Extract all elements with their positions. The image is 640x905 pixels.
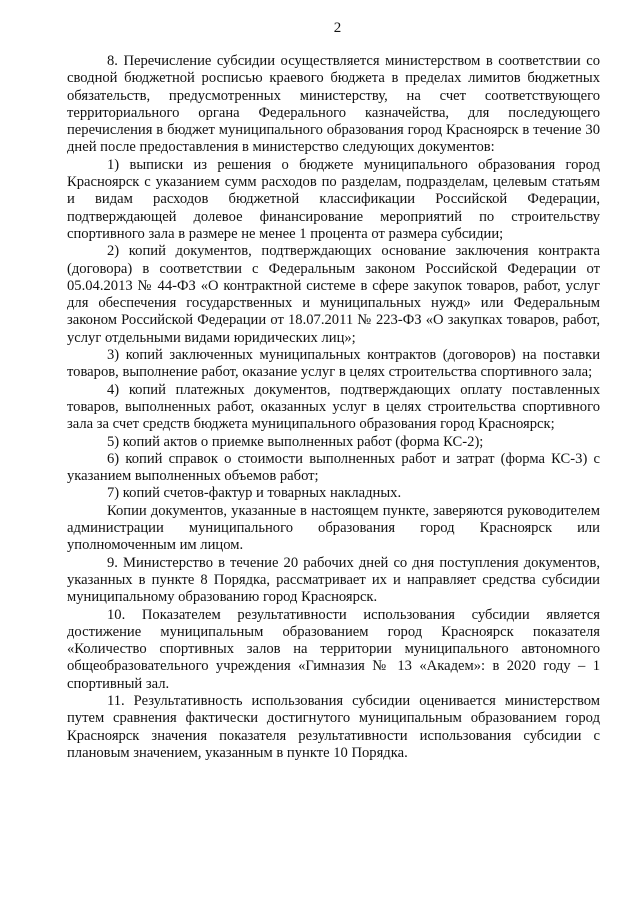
list-item-7: 7) копий счетов-фактур и товарных накладных. [107, 485, 402, 502]
list-item-6: 6) копий справок о стоимости выполненных работ и затрат (форма КС-3) с указанием выполненных объемов работ; [67, 450, 600, 485]
list-item-4: 4) копий платежных документов, подтверждающих оплату поставленных товаров, выполненных работ, оказанных услуг в целях строительства спортивного зала за счет средств бюджета муниципального образования город Красноярск; [67, 381, 600, 433]
page-number: 2 [333, 20, 342, 36]
paragraph-8-intro: 8. Перечисление субсидии осуществляется министерством в соответствии со сводной бюджетной росписью краевого бюджета в пределах лимитов бюджетных обязательств, предусмотренных министерству, на счет соответствующего территориального органа Федерального казначейства, для последующего перечисления в бюджет муниципального образования город Красноярск в течение 30 дней после предоставления в министерство следующих документов: [67, 53, 600, 156]
list-item-5: 5) копий актов о приемке выполненных работ (форма КС-2); [107, 433, 484, 450]
list-item-1: 1) выписки из решения о бюджете муниципального образования город Красноярск с указанием сумм расходов по разделам, подразделам, целевым статьям и видам расходов бюджетной классификации Российской Федерации, подтверждающей долевое финансирование мероприятий по строительству спортивного зала в размере не менее 1 процента от размера субсидии; [67, 156, 600, 242]
paragraph-10: 10. Показателем результативности использования субсидии является достижение муниципальным образованием город Красноярск показателя «Количество спортивных залов на территории муниципального автономного общеобразовательного учреждения «Гимназия № 13 «Академ»: в 2020 году – 1 спортивный зал. [67, 606, 600, 692]
paragraph-9: 9. Министерство в течение 20 рабочих дней со дня поступления документов, указанных в пункте 8 Порядка, рассматривает их и направляет средства субсидии муниципальному образованию город Красноярск. [67, 554, 600, 606]
list-item-2: 2) копий документов, подтверждающих основание заключения контракта (договора) в соответствии с Федеральным законом Российской Федерации от 05.04.2013 № 44-ФЗ «О контрактной системе в сфере закупок товаров, работ, услуг для обеспечения государственных и муниципальных нужд» или Федеральным законом Российской Федерации от 18.07.2011 № 223-ФЗ «О закупках товаров, работ, услуг отдельными видами юридических лиц»; [67, 243, 600, 346]
list-item-3: 3) копий заключенных муниципальных контрактов (договоров) на поставки товаров, выполнение работ, оказание услуг в целях строительства спортивного зала; [67, 347, 600, 381]
paragraph-11: 11. Результативность использования субсидии оценивается министерством путем сравнения фактически достигнутого муниципальным образованием город Красноярск значения показателя результативности использования субсидии с плановым значением, указанным в пункте 10 Порядка. [67, 692, 600, 761]
document-body [67, 53, 600, 762]
paragraph-copies-certification: Копии документов, указанные в настоящем пункте, заверяются руководителем администрации муниципального образования город Красноярск или уполномоченным им лицом. [67, 502, 600, 554]
